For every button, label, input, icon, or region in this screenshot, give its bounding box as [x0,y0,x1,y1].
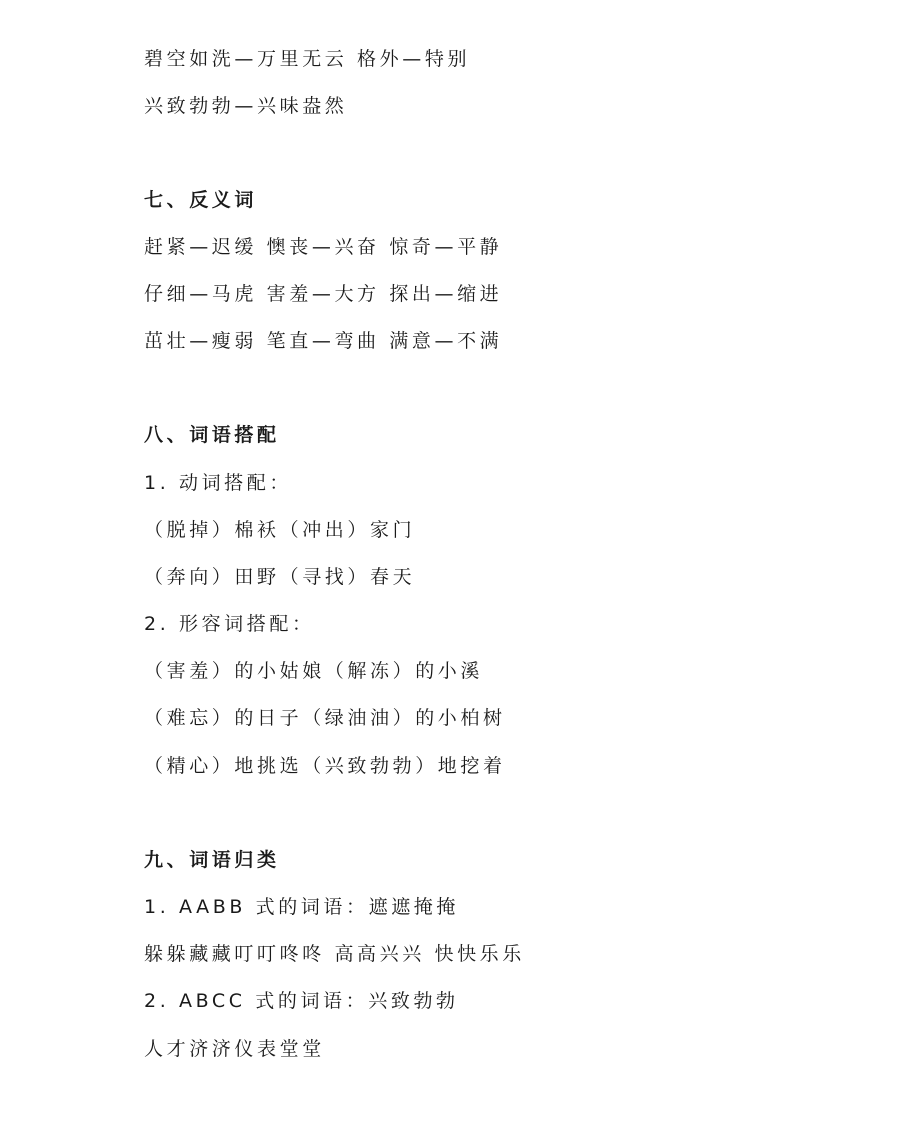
verb-collocation-line-2: （奔向）田野（寻找）春天 [144,566,416,588]
section-heading-antonyms: 七、反义词 [144,189,258,211]
antonym-line-1: 赶紧—迟缓 懊丧—兴奋 惊奇—平静 [144,236,503,258]
synonym-line-2: 兴致勃勃—兴味盎然 [144,95,348,117]
adjective-collocation-line-3: （精心）地挑选（兴致勃勃）地挖着 [144,755,506,777]
abcc-title: 2. ABCC 式的词语：兴致勃勃 [144,990,459,1012]
adjective-collocation-line-1: （害羞）的小姑娘（解冻）的小溪 [144,660,484,682]
aabb-title: 1. AABB 式的词语：遮遮掩掩 [144,896,460,918]
synonym-line-1: 碧空如洗—万里无云 格外—特别 [144,48,471,70]
section-heading-collocations: 八、词语搭配 [144,424,280,446]
aabb-examples: 躲躲藏藏叮叮咚咚 高高兴兴 快快乐乐 [144,943,525,965]
adjective-collocation-title: 2. 形容词搭配： [144,613,315,635]
abcc-examples: 人才济济仪表堂堂 [144,1038,325,1060]
antonym-line-2: 仔细—马虎 害羞—大方 探出—缩进 [144,283,503,305]
adjective-collocation-line-2: （难忘）的日子（绿油油）的小柏树 [144,707,506,729]
section-heading-classification: 九、词语归类 [144,849,280,871]
antonym-line-3: 茁壮—瘦弱 笔直—弯曲 满意—不满 [144,330,503,352]
verb-collocation-line-1: （脱掉）棉袄（冲出）家门 [144,519,416,541]
verb-collocation-title: 1. 动词搭配： [144,472,292,494]
